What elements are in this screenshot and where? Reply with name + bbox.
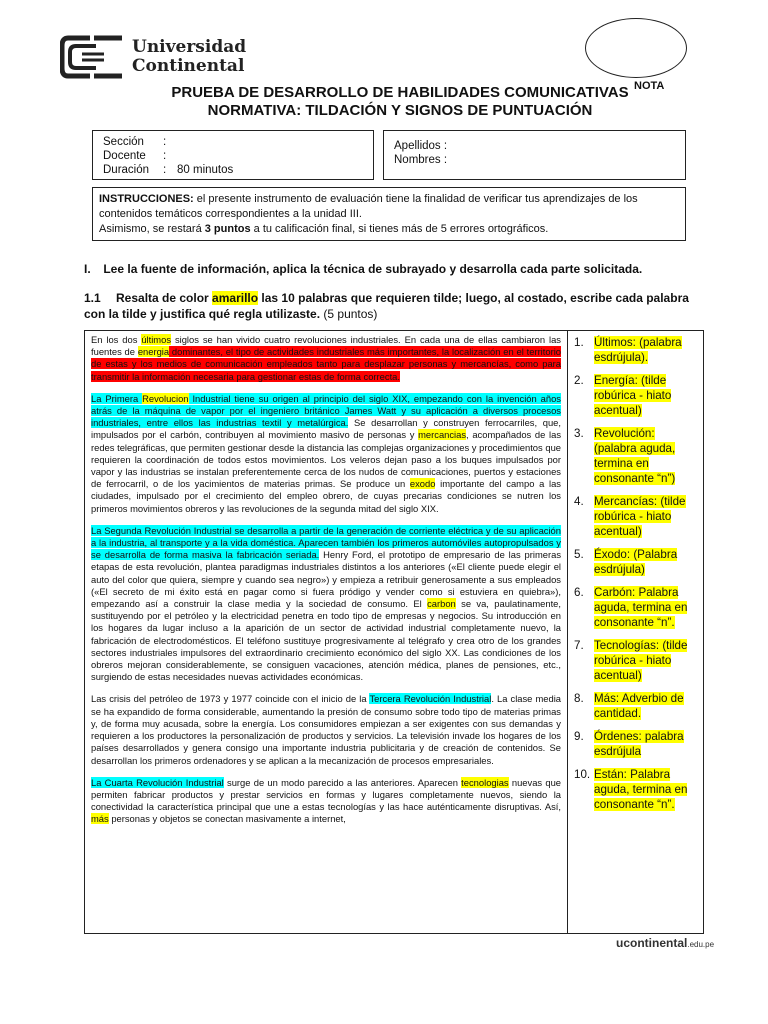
answer-number: 5.	[574, 548, 584, 561]
answer-text: Mercancías: (tilde robúrica - hiato acentual)	[594, 495, 686, 538]
highlighted-word: exodo	[409, 478, 436, 490]
university-name	[132, 38, 246, 76]
answer-text: Éxodo: (Palabra esdrújula)	[594, 548, 678, 576]
answer-text: Últimos: (palabra esdrújula).	[594, 336, 682, 364]
highlighted-word: últimos	[141, 334, 172, 345]
course-info-box	[92, 130, 374, 180]
exam-title	[170, 84, 630, 120]
section-1-1-number: 1.1	[84, 291, 101, 305]
passage-paragraph-5	[91, 777, 561, 826]
answers-column	[568, 330, 704, 934]
passage-text-segment: Se desarrollan y construyen ferrocarriles, que, impulsados por el carbón, contribuyen al movimiento masivo de personas y	[91, 417, 561, 441]
highlighted-cyan-segment: La Primera	[91, 392, 143, 404]
passage-text-segment: personas y objetos se conectan masivamente a internet,	[108, 813, 346, 825]
seccion-row	[103, 135, 363, 149]
passage-paragraph-4	[91, 693, 561, 766]
highlighted-red-segment: dominantes, el tipo de actividades industriales más importantes, la localización en el territorio de estas y los medios de comunicación empleados tanto para desplazar personas y mercancías, como para transmitir la información necesaria para gestionar estas de forma correcta.	[91, 346, 562, 382]
answer-number: 9.	[574, 730, 584, 743]
answer-text: Órdenes: palabra esdrújula	[594, 730, 684, 758]
answer-number: 3.	[574, 427, 584, 440]
answer-number: 10.	[574, 768, 591, 781]
duracion-value: 80 minutos	[177, 164, 234, 176]
highlighted-word: mercancias	[418, 429, 467, 441]
answer-number: 2.	[574, 374, 584, 387]
section-1-text: Lee la fuente de información, aplica la técnica de subrayado y desarrolla cada parte solicitada.	[103, 262, 643, 276]
answer-item	[574, 585, 699, 630]
university-line2: Continental	[132, 56, 245, 76]
instructions-box	[92, 187, 686, 241]
university-line1: Universidad	[132, 37, 247, 57]
title-line2: NORMATIVA: TILDACIÓN Y SIGNOS DE PUNTUACIÓN	[207, 102, 593, 119]
passage-text-segment: En los dos	[91, 334, 142, 345]
passage-paragraph-3	[91, 525, 561, 684]
passage-text-segment: surge de un modo parecido a las anteriores. Aparecen	[223, 776, 462, 788]
university-logo-mark-icon	[60, 34, 124, 80]
highlighted-cyan-segment: Tercera Revolución Industrial	[369, 693, 492, 705]
section-1-heading	[84, 262, 704, 276]
university-logo	[60, 34, 247, 80]
student-info-box	[383, 130, 686, 180]
passage-text-segment: , acompañados de las redes telegráficas, que permiten gestionar desde la distancia las complejas organizaciones y procedimientos que requieren la coordinación de todos estos movimientos. Los veleros dejan paso a los buques impulsados por vapor y las industrias se instalan preferentemente cerca de los nudos de comunicaciones, puertos y estaciones de ferrocarril, o de los yacimientos de materias primas. Se produce un	[91, 429, 562, 490]
passage-paragraph-1	[91, 334, 561, 383]
highlighted-word: energia	[137, 346, 170, 358]
grade-label: NOTA	[634, 80, 665, 92]
answer-item	[574, 547, 699, 577]
passage-text-segment: siglos se han vivido cuatro revoluciones industriales. En cada una de ellas cambiaron las fuentes de	[91, 334, 561, 358]
highlighted-cyan-segment: La Cuarta Revolución Industrial	[91, 776, 224, 788]
highlighted-cyan-segment: Industrial tiene su origen al principio del siglo XIX, empezando con la invención años atrás de la máquina de vapor por el ingeniero británico James Watt y su aplicación a diversos procesos industriales, entre ellos las industrias textil y metalúrgica.	[91, 392, 561, 429]
passage-text-segment: importante del campo a las ciudades, impulsado por el crecimiento del empleo obrero, de cuyas precarias condiciones se nutren los primeros movimientos obreros y las revoluciones de la segunda mitad del siglo XIX.	[91, 478, 561, 514]
section-1-1-heading	[84, 290, 704, 322]
colon: :	[163, 164, 167, 176]
answer-item	[574, 729, 699, 759]
answer-item	[574, 494, 699, 539]
answer-text: Más: Adverbio de cantidad.	[594, 692, 684, 720]
nombres-label: Nombres :	[394, 154, 448, 166]
duracion-row	[103, 163, 363, 177]
docente-row	[103, 149, 363, 163]
instructions-points: 3 puntos	[204, 223, 251, 235]
title-line1: PRUEBA DE DESARROLLO DE HABILIDADES COMUNICATIVAS	[171, 84, 629, 101]
footer-brand-name: ucontinental	[616, 936, 688, 950]
section-1-1-text-c: las 10 palabras que requieren tilde; luego, al costado, escribe cada palabra con la tilde y justifica qué regla utilizaste.	[84, 291, 689, 321]
passage-paragraph-2	[91, 393, 561, 515]
answer-text: Revolución: (palabra aguda, termina en consonante “n”)	[594, 427, 676, 485]
passage-text-segment: Henry Ford, el prototipo de empresario de las primeras etapas de esta revolución, plantea paradigmas industriales distintos a los anteriores («El cliente puede elegir el auto del color que quiera, siempre y cuando sea negro») y empieza a retribuir generosamente a sus empleados («El secreto de mi éxito está en pagar como si fuera pródigo y vender como si estuviera en quiebra»), empezando así a construir la clase media y la sociedad de consumo. El	[91, 549, 562, 610]
passage-text	[85, 331, 567, 839]
highlighted-cyan-segment: La Segunda Revolución Industrial se desarrolla a partir de la generación de corriente eléctrica y de su aplicación a la industria, al transporte y a la vida doméstica. Aparecen también los primeros automóviles autopropulsados y se desarrolla de forma masiva la fabricación seriada.	[91, 524, 561, 561]
section-1-number: I.	[84, 262, 91, 276]
passage-text-segment: se va, paulatinamente, sustituyendo por el petróleo y la electricidad penetra en todo tipo de empresas y negocios. Su introducción en los hogares da lugar incluso a la aparición de un sector de actividad industrial completamente nuevo, la fabricación de electrodomésticos. El teléfono sustituye progresivamente al telégrafo y crea otro de los grandes sectores industriales impulsores del extraordinario crecimiento económico del siglo XX. Las condiciones de los obreros mejoran considerablemente, se consiguen vacaciones, atención médica, planes de pensiones, etc., surgiendo de estas necesidades nuevas actividades económicas.	[91, 598, 561, 683]
instructions-label: INSTRUCCIONES:	[99, 193, 194, 205]
passage-text-segment: Las crisis del petróleo de 1973 y 1977 coincide con el inicio de la	[91, 693, 370, 705]
answer-item	[574, 767, 699, 812]
answers-list	[568, 331, 703, 812]
answer-number: 7.	[574, 639, 584, 652]
instructions-text2a: Asimismo, se restará	[99, 223, 205, 235]
highlighted-word: carbon	[427, 598, 456, 610]
colon: :	[163, 136, 167, 148]
apellidos-label: Apellidos :	[394, 140, 448, 152]
answer-text: Tecnologías: (tilde robúrica - hiato acentual)	[594, 639, 688, 682]
answer-item	[574, 638, 699, 683]
reading-passage	[84, 330, 568, 934]
seccion-label: Sección	[103, 136, 144, 148]
answer-number: 8.	[574, 692, 584, 705]
highlighted-word: Revolucion	[142, 392, 189, 404]
answer-item	[574, 691, 699, 721]
answer-text: Energía: (tilde robúrica - hiato acentual)	[594, 374, 672, 417]
answer-text: Carbón: Palabra aguda, termina en consonante “n”.	[594, 586, 688, 629]
answer-item	[574, 373, 699, 418]
answer-number: 1.	[574, 336, 584, 349]
passage-text-segment: . La clase media se ha expandido de forma considerable, aumentando la presión de consumo sobre todo tipo de materias primas y, de forma muy acusada, sobre la energía. Los consumidores empiezan a ser exigentes con sus demandas y requieren a los productores la personalización de productos y servicios. La televisión invade los hogares de los países desarrollados y genera consigo una importante industria publicitaria y de creación de contenidos. Se desarrollan los primeros ordenadores y se aplican a la mecanización de procesos empresariales.	[91, 693, 562, 766]
footer-brand	[616, 936, 714, 950]
section-1-1-text-a: Resalta de color	[116, 291, 213, 305]
passage-text-segment: nuevas que permiten fabricar productos y prestar servicios en formas y lugares completamente nuevos, siendo la conectividad la característica principal que une a estas tecnologías y las hace auténticamente disruptivas. Así,	[91, 776, 561, 813]
answer-number: 6.	[574, 586, 584, 599]
docente-label: Docente	[103, 150, 146, 162]
colon: :	[163, 150, 167, 162]
grade-oval	[585, 18, 687, 78]
section-1-1-highlight-word: amarillo	[212, 291, 259, 305]
section-1-1-points: (5 puntos)	[320, 307, 378, 321]
instructions-text2c: a tu calificación final, si tienes más de 5 errores ortográficos.	[250, 223, 549, 235]
answer-item	[574, 426, 699, 486]
answer-number: 4.	[574, 495, 584, 508]
instructions-text1: el presente instrumento de evaluación tiene la finalidad de verificar tus aprendizajes de los contenidos temáticos correspondientes a la unidad III.	[99, 193, 638, 220]
answer-item	[574, 335, 699, 365]
duracion-label: Duración	[103, 164, 150, 176]
highlighted-word: tecnologias	[461, 776, 509, 788]
highlighted-word: más	[91, 813, 109, 825]
answer-text: Están: Palabra aguda, termina en consonante “n”.	[594, 768, 688, 811]
footer-brand-domain: .edu.pe	[687, 940, 715, 949]
